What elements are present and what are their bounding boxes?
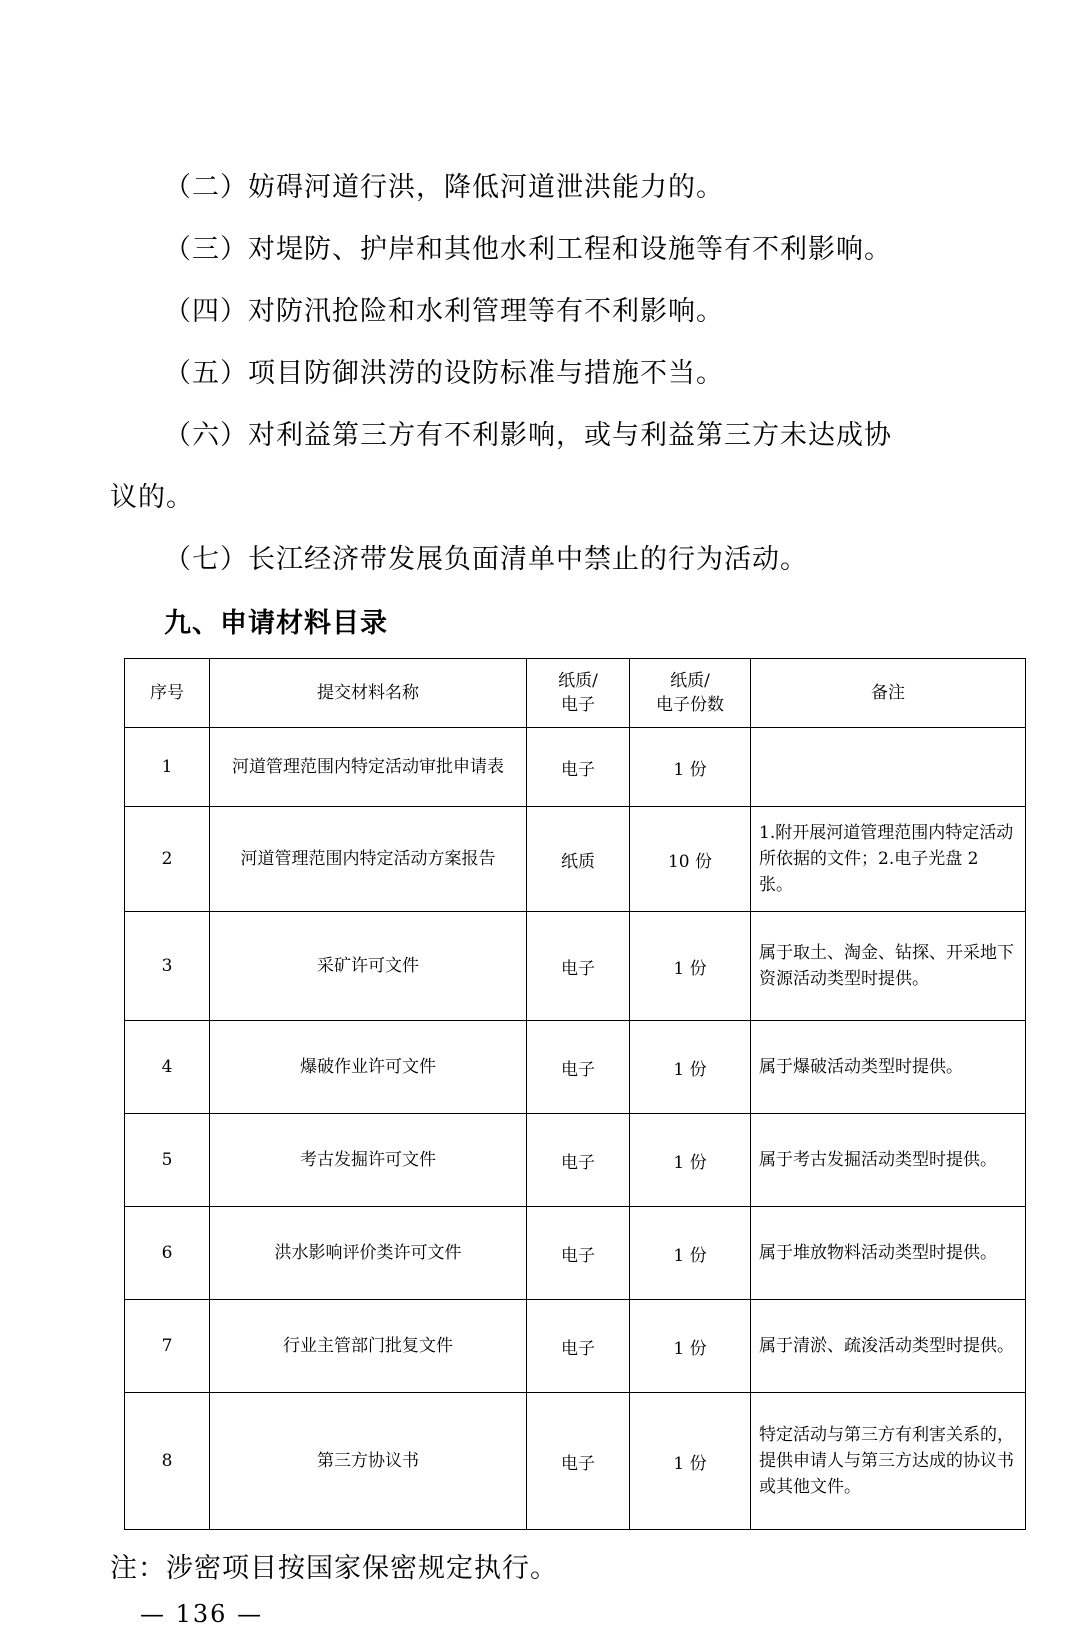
cell-name: 行业主管部门批复文件	[210, 1300, 527, 1393]
cell-seq: 8	[125, 1393, 210, 1530]
cell-type: 电子	[527, 1393, 630, 1530]
header-type	[527, 659, 630, 728]
application-materials-table	[124, 658, 1026, 1530]
cell-count: 1 份	[630, 1300, 751, 1393]
section-title: 九、申请材料目录	[164, 608, 388, 639]
cell-name: 第三方协议书	[210, 1393, 527, 1530]
cell-type: 电子	[527, 728, 630, 807]
paragraph-2: （二）妨碍河道行洪，降低河道泄洪能力的。	[164, 172, 724, 203]
cell-seq: 1	[125, 728, 210, 807]
table-row	[125, 1114, 1026, 1207]
cell-type: 电子	[527, 1021, 630, 1114]
table-header-row	[125, 659, 1026, 728]
page-number: — 136 —	[140, 1600, 264, 1628]
cell-name: 河道管理范围内特定活动审批申请表	[210, 728, 527, 807]
cell-seq: 3	[125, 912, 210, 1021]
table-row	[125, 807, 1026, 912]
paragraph-7: （七）长江经济带发展负面清单中禁止的行为活动。	[164, 544, 808, 575]
table-row	[125, 1021, 1026, 1114]
paragraph-4: （四）对防汛抢险和水利管理等有不利影响。	[164, 296, 724, 327]
cell-count: 1 份	[630, 1021, 751, 1114]
cell-seq: 2	[125, 807, 210, 912]
cell-note: 1.附开展河道管理范围内特定活动所依据的文件；2.电子光盘 2 张。	[751, 807, 1026, 912]
cell-note: 属于清淤、疏浚活动类型时提供。	[751, 1300, 1026, 1393]
cell-type: 纸质	[527, 807, 630, 912]
header-seq: 序号	[125, 659, 210, 728]
cell-seq: 5	[125, 1114, 210, 1207]
cell-type: 电子	[527, 1207, 630, 1300]
header-type-line2: 电子	[561, 695, 595, 715]
cell-note: 特定活动与第三方有利害关系的，提供申请人与第三方达成的协议书或其他文件。	[751, 1393, 1026, 1530]
header-type-line1: 纸质/	[558, 671, 598, 691]
header-count-line2: 电子份数	[656, 695, 724, 715]
table-row	[125, 1300, 1026, 1393]
cell-note: 属于取土、淘金、钻探、开采地下资源活动类型时提供。	[751, 912, 1026, 1021]
header-count-line1: 纸质/	[670, 671, 710, 691]
cell-type: 电子	[527, 1114, 630, 1207]
table-body	[125, 728, 1026, 1530]
header-name: 提交材料名称	[210, 659, 527, 728]
cell-type: 电子	[527, 1300, 630, 1393]
cell-count: 1 份	[630, 1393, 751, 1530]
paragraph-5: （五）项目防御洪涝的设防标准与措施不当。	[164, 358, 724, 389]
cell-note: 属于考古发掘活动类型时提供。	[751, 1114, 1026, 1207]
table-row	[125, 1207, 1026, 1300]
cell-count: 1 份	[630, 912, 751, 1021]
paragraph-6: （六）对利益第三方有不利影响，或与利益第三方未达成协	[164, 420, 892, 451]
table-row	[125, 1393, 1026, 1530]
cell-type: 电子	[527, 912, 630, 1021]
cell-note: 属于堆放物料活动类型时提供。	[751, 1207, 1026, 1300]
table-header	[125, 659, 1026, 728]
cell-name: 洪水影响评价类许可文件	[210, 1207, 527, 1300]
cell-seq: 4	[125, 1021, 210, 1114]
cell-name: 河道管理范围内特定活动方案报告	[210, 807, 527, 912]
cell-note	[751, 728, 1026, 807]
cell-seq: 6	[125, 1207, 210, 1300]
header-note: 备注	[751, 659, 1026, 728]
paragraph-6-cont: 议的。	[110, 482, 194, 513]
cell-name: 爆破作业许可文件	[210, 1021, 527, 1114]
cell-note: 属于爆破活动类型时提供。	[751, 1021, 1026, 1114]
table-row	[125, 912, 1026, 1021]
footnote: 注：涉密项目按国家保密规定执行。	[110, 1553, 558, 1584]
cell-name: 采矿许可文件	[210, 912, 527, 1021]
cell-count: 1 份	[630, 1207, 751, 1300]
cell-count: 1 份	[630, 1114, 751, 1207]
cell-seq: 7	[125, 1300, 210, 1393]
paragraph-3: （三）对堤防、护岸和其他水利工程和设施等有不利影响。	[164, 234, 892, 265]
header-count	[630, 659, 751, 728]
cell-count: 10 份	[630, 807, 751, 912]
cell-count: 1 份	[630, 728, 751, 807]
table-row	[125, 728, 1026, 807]
cell-name: 考古发掘许可文件	[210, 1114, 527, 1207]
